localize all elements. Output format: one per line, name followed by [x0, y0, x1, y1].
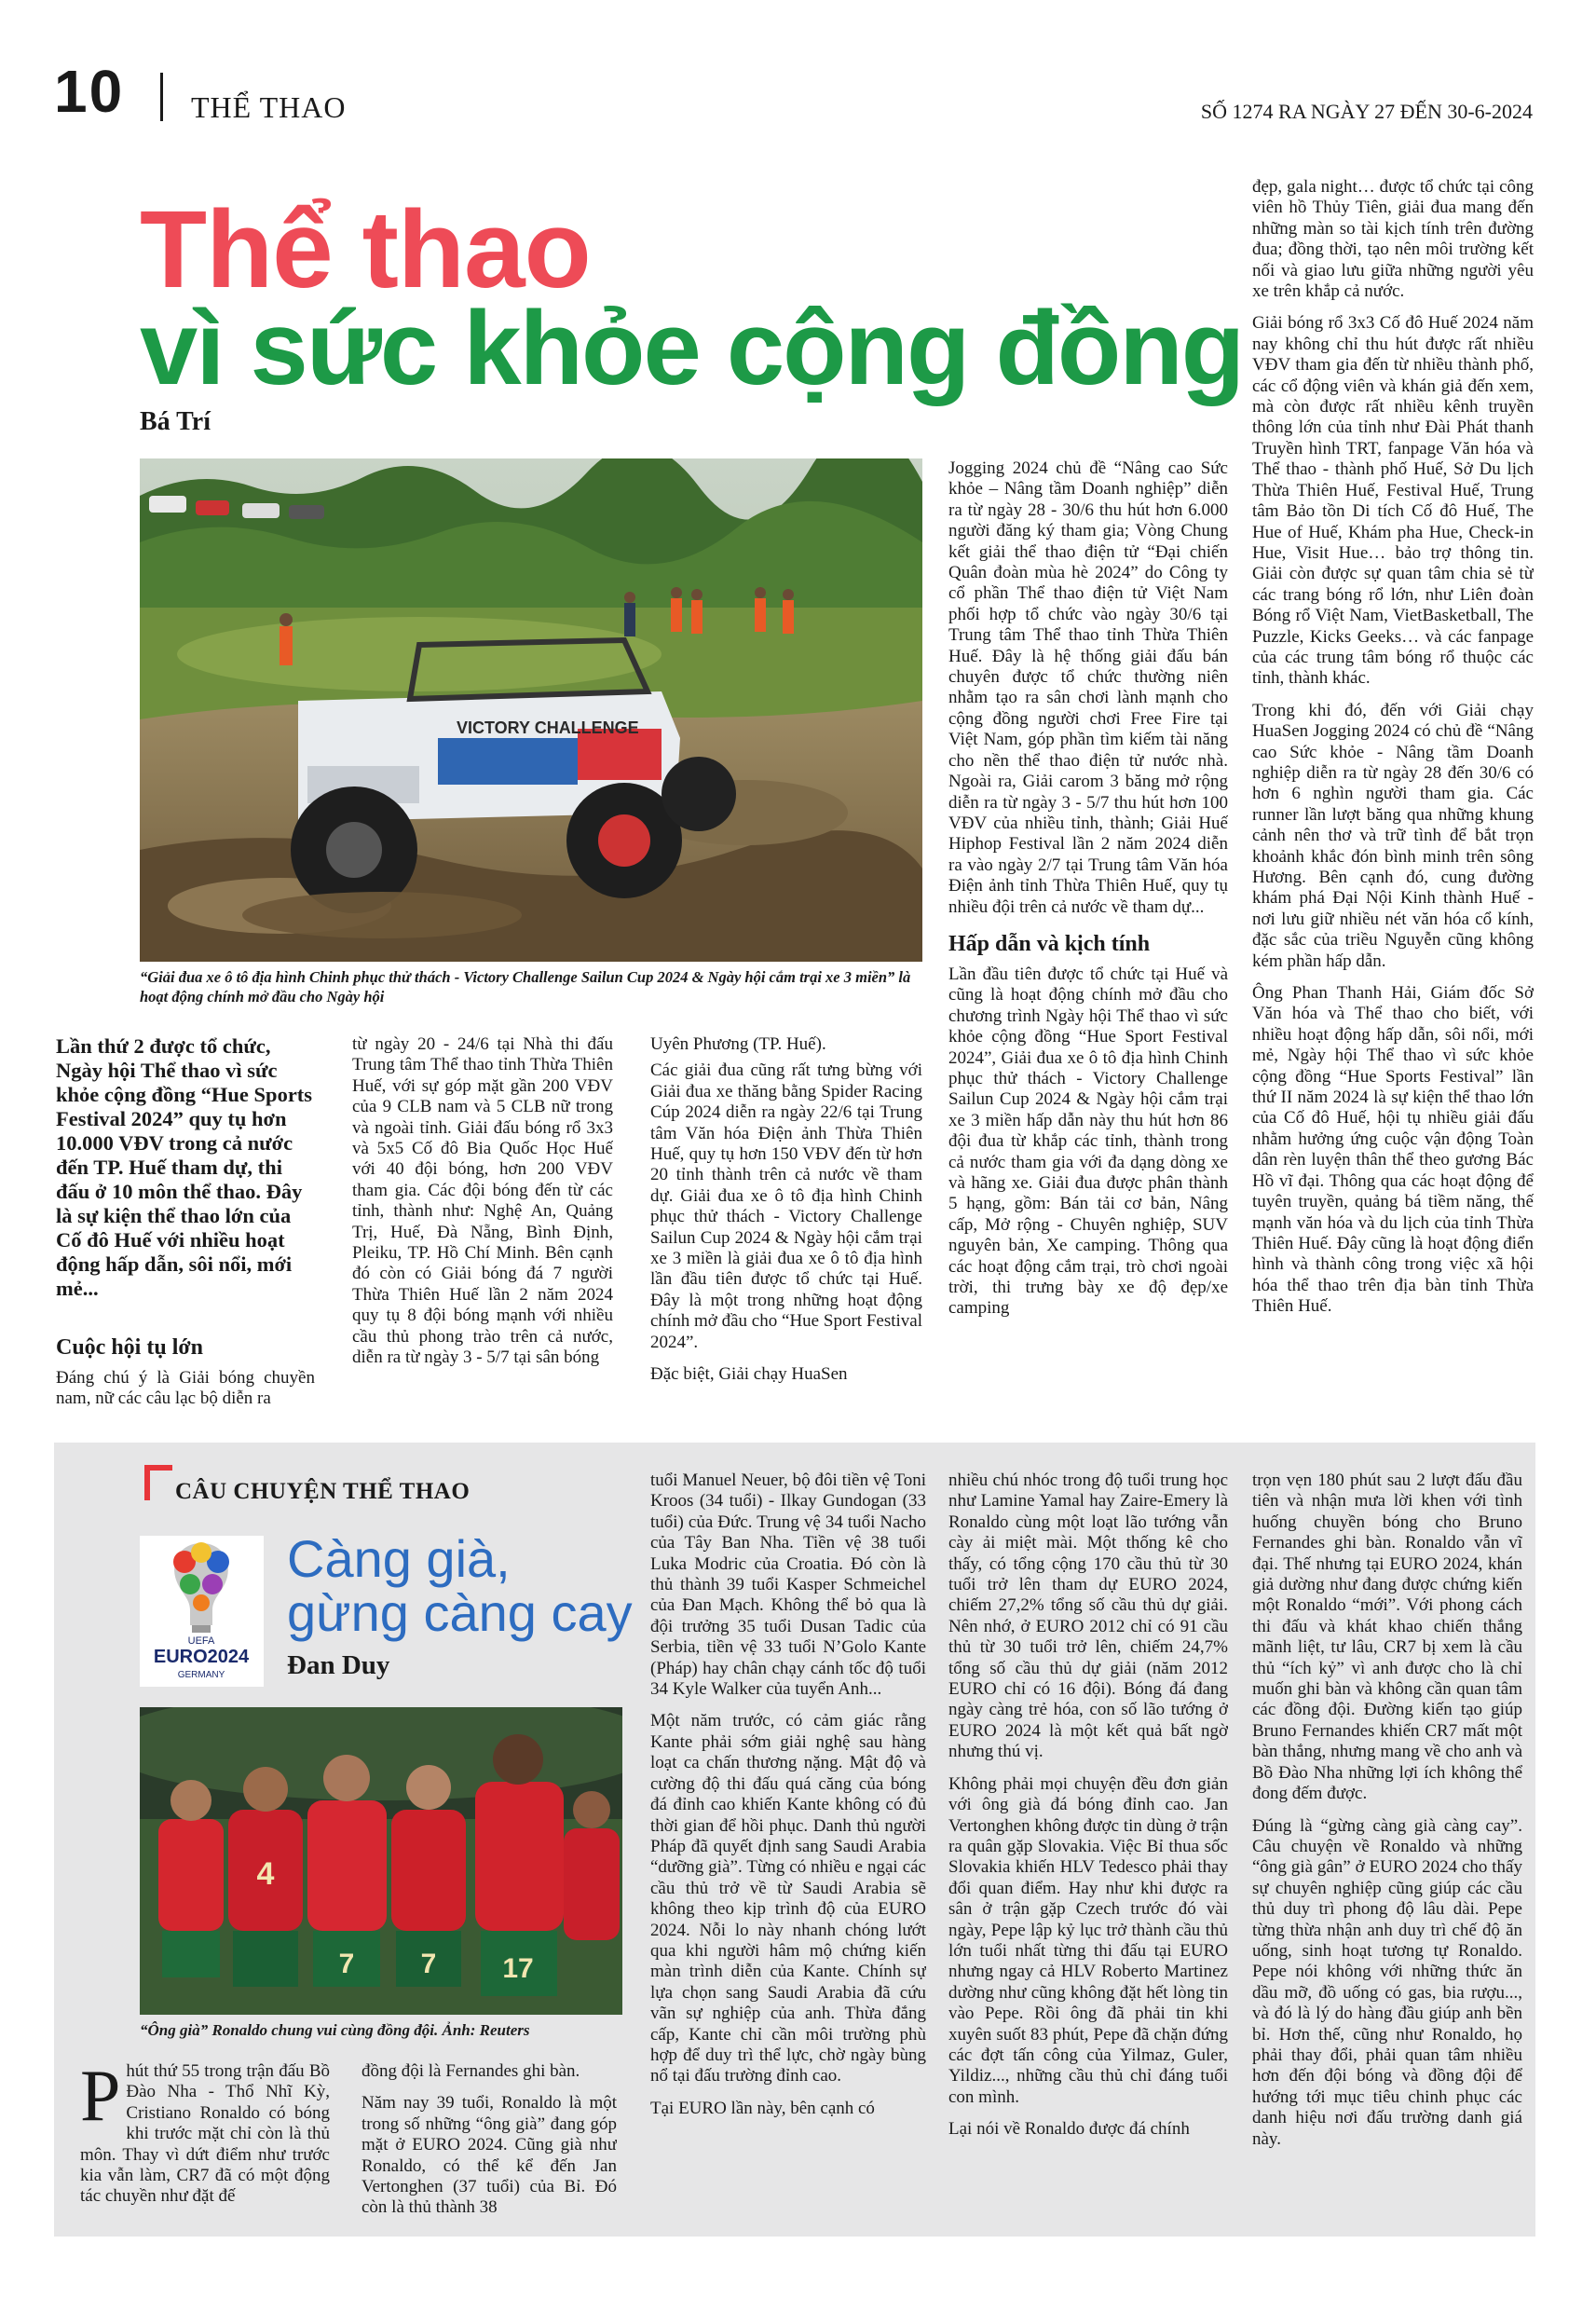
body-paragraph: Đúng là “gừng càng già càng cay”. Câu chuyện về Ronaldo và những “ông già gân” ở EURO 2024 cho thấy sự chuyên nghiệp cũng giúp các cầu thủ duy trì phong độ lâu dài. Pepe từng thừa nhận anh duy trì chế độ ăn uống, sinh hoạt tương tự Ronaldo. Pepe nói không với những thức ăn dầu mỡ, đồ uống có gas, bia rượu..., và đó là lý do hàng đầu giúp anh bền bỉ. Hơn thế, cũng như Ronaldo, họ phải thay đổi, phải quan tâm nhiều hơn đến đội bóng và đồng đội để hướng tới mục tiêu chinh phục các danh hiệu nơi đấu trường danh giá này. [1252, 1815, 1522, 2149]
body-paragraph: hút thứ 55 trong trận đấu Bồ Đào Nha - Thổ Nhĩ Kỳ, Cristiano Ronaldo có bóng khi trước mặt chỉ còn là thủ môn. Thay vì dứt điểm như trước kia vẫn làm, CR7 đã có một động tác chuyền như đặt đế [80, 2061, 330, 2207]
logo-euro-text: EURO2024 [153, 1647, 250, 1667]
jersey-number: 7 [338, 1949, 355, 1979]
body-paragraph: từ ngày 20 - 24/6 tại Nhà thi đấu Trung tâm Thể thao tỉnh Thừa Thiên Huế, với sự góp mặt gần 200 VĐV của 9 CLB nam và 5 CLB nữ trong và ngoài tỉnh. Giải đấu bóng rổ 3x3 và 5x5 Cố đô Bia Quốc Học Huế với 40 đội bóng, hơn 200 VĐV tham gia. Các đội bóng đến từ các tỉnh, thành như: Nghệ An, Quảng Trị, Huế, Đà Nẵng, Bình Định, Pleiku, TP. Hồ Chí Minh. Bên cạnh đó còn có Giải bóng đá 7 người Thừa Thiên Huế lần 2 năm 2024 quy tụ 8 đội bóng mạnh với nhiều cầu thủ phong trào trên cả nước, diễn ra từ ngày 3 - 5/7 tại sân bóng [352, 1034, 613, 1368]
section-title: THỂ THAO [191, 90, 347, 124]
article2-column-4 [948, 1471, 1228, 2225]
body-paragraph: tuổi Manuel Neuer, bộ đôi tiền vệ Toni Kroos (34 tuổi) - Ilkay Gundogan (33 tuổi) của Đức. Trung vệ 34 tuổi Nacho của Tây Ban Nha. Tiền vệ 38 tuổi Luka Modric của Croatia. Đó còn là thủ thành 39 tuổi Kasper Schmeichel của Đan Mạch. Không thể bỏ qua là đội trưởng 35 tuổi Dusan Tadic của Serbia, tiền vệ 33 tuổi N’Golo Kante (Pháp) hay chân chạy cánh tốc độ tuổi 34 Kyle Walker của tuyển Anh... [650, 1471, 926, 1700]
body-paragraph: Ông Phan Thanh Hải, Giám đốc Sở Văn hóa và Thể thao cho biết, với nhiều hoạt động hấp dẫn, sôi nổi, mới mẻ, Ngày hội Thể thao vì sức khỏe cộng đồng “Hue Sports Festival” lần thứ II năm 2024 là sự kiện thể thao lớn của Cố đô Huế, hội tụ nhiều giải đấu nhằm hưởng ứng cuộc vận động Toàn dân rèn luyện thân thể theo gương Bác Hồ vĩ đại. Thông qua các hoạt động để tuyên truyền, quảng bá tiềm năng, thế mạnh văn hóa và du lịch của tỉnh Thừa Thiên Huế. Đây cũng là hoạt động điển hình và thành công trong việc xã hội hóa thể thao trên địa bàn tỉnh Thừa Thiên Huế. [1252, 983, 1534, 1317]
body-paragraph: Giải bóng rổ 3x3 Cố đô Huế 2024 năm nay không chỉ thu hút được rất nhiều VĐV tham gia đến từ nhiều thành phố, các cổ động viên và khán giả đến xem, mà còn được rất nhiều kênh truyền thông lớn của tỉnh như Đài Phát thanh Truyền hình TRT, fanpage Văn hóa và Thể thao - thành phố Huế, Sở Du lịch Thừa Thiên Huế, Festival Huế, Trung tâm Bảo tồn Di tích Cố đô Huế, The Hue of Huế, Khám pha Hue, Check-in Hue, Visit Hue… bảo trợ thông tin. Giải còn được sự quan tâm chia sẻ từ các trang bóng rổ lớn, như Liên đoàn Bóng rổ Việt Nam, VietBasketball, The Puzzle, Kicks Geeks… và các fanpage của các trung tâm bóng rổ thuộc các tỉnh, thành khác. [1252, 313, 1534, 689]
page-number: 10 [54, 58, 125, 125]
body-paragraph: Một năm trước, có cảm giác rằng Kante phải sớm giải nghệ sau hàng loạt ca chấn thương nặng. Mật độ và cường độ thi đấu quá căng của bóng đá đỉnh cao khiến Kante không có đủ thời gian để hồi phục. Danh thủ người Pháp đã quyết định sang Saudi Arabia “dưỡng già”. Từng có nhiều e ngại các cầu thủ trở về từ Saudi Arabia sẽ không theo kịp trình độ của EURO 2024. Nỗi lo này nhanh chóng lướt qua khi người hâm mộ chứng kiến màn trình diễn của Kante. Chính sự lựa chọn sang Saudi Arabia đã cứu vãn sự nghiệp của anh. Thừa đắng cấp, Kante chỉ cần môi trường phù hợp để duy trì thể lực, chờ ngày bùng nổ tại đấu trường đỉnh cao. [650, 1711, 926, 2086]
header-divider [160, 73, 163, 121]
offroad-race-photo [140, 458, 922, 962]
photo-caption: “Giải đua xe ô tô địa hình Chinh phục thử thách - Victory Challenge Sailun Cup 2024 & Ngày hội cắm trại xe 3 miền” là hoạt động chính mở đầu cho Ngày hội [140, 968, 911, 1006]
portugal-team-photo [140, 1707, 622, 2015]
body-paragraph: Đặc biệt, Giải chạy HuaSen [650, 1364, 848, 1385]
jersey-number: 7 [420, 1949, 437, 1979]
euro2024-logo [140, 1536, 264, 1687]
story-section-label: CÂU CHUYỆN THỂ THAO [175, 1479, 471, 1504]
lead-paragraph: Lần thứ 2 được tổ chức, Ngày hội Thể thao vì sức khỏe cộng đồng “Hue Sports Festival 2024” quy tụ hơn 10.000 VĐV trong cả nước đến TP. Huế tham dự, thi đấu ở 10 môn thể thao. Đây là sự kiện thể thao lớn của Cố đô Huế với nhiều hoạt động hấp dẫn, sôi nổi, mới mẻ... [56, 1034, 313, 1300]
story-headline-line1: Càng già, [287, 1529, 511, 1588]
article1-column-5 [1252, 177, 1534, 1420]
author-byline: Bá Trí [140, 407, 211, 436]
article2-column-1 [80, 2061, 330, 2225]
body-paragraph: Năm nay 39 tuổi, Ronaldo là một trong số những “ông già” đang góp mặt ở EURO 2024. Cũng già như Ronaldo, có thể kể đến Jan Vertonghen (37 tuổi) của Bỉ. Đó còn là thủ thành 38 [361, 2093, 617, 2218]
article2-column-2 [361, 2061, 617, 2225]
body-paragraph: Các giải đua cũng rất tưng bừng với Giải đua xe thăng bằng Spider Racing Cúp 2024 diễn ra ngày 22/6 tại Trung tâm Văn hóa Điện ảnh Thừa Thiên Huế, quy tụ hơn 150 VĐV đến từ hơn 20 tỉnh thành trên cả nước về tham dự. Giải đua xe ô tô địa hình Chinh phục thử thách - Victory Challenge Sailun Cup 2024 & Ngày hội cắm trại xe 3 miền là giải đua xe ô tô địa hình lần đầu tiên được tổ chức tại Huế. Đây là một trong những hoạt động chính mở đầu cho “Hue Sport Festival 2024”. [650, 1060, 922, 1352]
article1-column-1 [56, 1334, 315, 1420]
headline-line2: vì sức khỏe cộng đồng [140, 290, 1244, 406]
body-paragraph: Trong khi đó, đến với Giải chạy HuaSen Jogging 2024 có chủ đề “Nâng cao Sức khỏe - Nâng tầm Doanh nghiệp diễn ra từ ngày 28 đến 30/6 có hơn 6 nghìn người tham gia. Các runner lần lượt băng qua những khung cảnh nên thơ và trữ tình để bắt trọn khoảnh khắc đón bình minh trên sông Hương. Bên cạnh đó, cung đường khám phá Đại Nội Kinh thành Huế - nơi lưu giữ nhiều nét văn hóa cổ kính, đặc sắc của triều Nguyễn cũng không kém phần hấp dẫn. [1252, 700, 1534, 971]
story-author: Đan Duy [287, 1650, 390, 1680]
subheading-cuoc-hoi-tu-lon: Cuộc hội tụ lớn [56, 1335, 203, 1360]
vehicle-sponsor-text: VICTORY CHALLENGE [457, 718, 639, 737]
article2-column-5 [1252, 1471, 1522, 2225]
article2-column-3 [650, 1471, 926, 2225]
logo-country-text: GERMANY [177, 1670, 225, 1680]
body-paragraph: Tại EURO lần này, bên cạnh có [650, 2098, 875, 2118]
article1-column-4 [948, 458, 1228, 1420]
article1-column-3 [650, 1034, 922, 1420]
body-paragraph: Lại nói về Ronaldo được đá chính [948, 2119, 1190, 2140]
headline-line1: Thể thao [140, 188, 591, 311]
story-headline [287, 1529, 633, 1642]
body-paragraph: Đáng chú ý là Giải bóng chuyền nam, nữ các câu lạc bộ diễn ra [56, 1368, 315, 1409]
drop-cap: P [80, 2061, 121, 2136]
subheading-hap-dan-va-kich-tinh: Hấp dẫn và kịch tính [948, 931, 1151, 956]
logo-uefa-text: UEFA [187, 1635, 215, 1647]
story-headline-line2: gừng càng cay [287, 1583, 633, 1642]
section-bracket-icon-vertical [144, 1465, 150, 1500]
article1-column-2 [352, 1034, 613, 1420]
jersey-number: 4 [256, 1856, 275, 1892]
body-paragraph: Lần đầu tiên được tổ chức tại Huế và cũng là hoạt động chính mở đầu cho chương trình Ngày hội Thể thao vì sức khỏe cộng đồng “Hue Sport Festival 2024”, Giải đua xe ô tô địa hình Chinh phục thử thách - Victory Challenge Sailun Cup 2024 & Ngày hội cắm trại xe 3 miền hấp dẫn này thu hút hơn 86 đội đua từ khắp các tỉnh, thành trong cả nước tham gia với đa dạng dòng xe và hãng xe. Giải đua được phân thành 5 hạng, gồm: Bán tải cơ bản, Nâng cấp, Mở rộng - Chuyên nghiệp, SUV nguyên bản, Xe camping. Thông qua các hoạt động cắm trại, trò chơi ngoài trời, thi trưng bày xe độ đẹp/xe camping [948, 964, 1228, 1319]
body-paragraph: đồng đội là Fernandes ghi bàn. [361, 2061, 580, 2081]
jersey-number: 17 [502, 1953, 534, 1984]
body-paragraph: đẹp, gala night… được tổ chức tại công viên hồ Thủy Tiên, giải đua mang đến những màn so tài kịch tính trên đường đua; đồng thời, tạo nên môi trường kết nối và giao lưu giữa những người yêu xe trên khắp cả nước. [1252, 177, 1534, 302]
body-paragraph: nhiều chú nhóc trong độ tuổi trung học như Lamine Yamal hay Zaire-Emery là Ronaldo cùng một loạt lão tướng vẫn cày ải miệt mài. Một thống kê cho thấy, có tổng cộng 170 cầu thủ từ 30 tuổi trở lên tham dự EURO 2024, chiếm 27,2% tổng số cầu thủ dự giải. Nên nhớ, ở EURO 2012 chỉ có 91 cầu thủ từ 30 tuổi trở lên, chiếm 24,7% tổng số cầu thủ dự giải (năm 2012 EURO chỉ có 16 đội). Bóng đá đang ngày càng trẻ hóa, con số lão tướng ở EURO 2024 là một kết quả bất ngờ nhưng thú vị. [948, 1471, 1228, 1762]
body-paragraph: Jogging 2024 chủ đề “Nâng cao Sức khỏe – Nâng tầm Doanh nghiệp” diễn ra từ ngày 28 - 30/6 thu hút hơn 6.000 người đăng ký tham gia; Vòng Chung kết giải thể thao điện tử “Đại chiến Quân đoàn mùa hè 2024” do Công ty cổ phần Thể thao điện tử Việt Nam phối hợp tổ chức vào ngày 30/6 tại Trung tâm Thể thao tỉnh Thừa Thiên Huế. Đây là hệ thống giải đấu bán chuyên được tổ chức thường niên nhằm tạo ra sân chơi lành mạnh cho cộng đồng người chơi Free Fire tại Việt Nam, góp phần tìm kiếm tài năng cho nền thể thao điện tử nước nhà. Ngoài ra, Giải carom 3 băng mở rộng diễn ra từ ngày 3 - 5/7 thu hút hơn 100 VĐV của nhiều tỉnh, thành; Giải Huế Hiphop Festival lần 2 năm 2024 diễn ra vào ngày 2/7 tại Trung tâm Văn hóa Điện ảnh tỉnh Thừa Thiên Huế, quy tụ nhiều đội trên cả nước về tham dự... [948, 458, 1228, 917]
body-paragraph: Không phải mọi chuyện đều đơn giản với ông già đá bóng đỉnh cao. Jan Vertonghen không được tin dùng ở trận ra quân gặp Slovakia. Việc Bỉ thua sốc Slovakia khiến HLV Tedesco phải thay đổi quan điểm. Hay như khi được ra sân ở trận gặp Czech trước đó vài ngày, Pepe lập kỷ lục trở thành cầu thủ lớn tuổi nhất từng thi đấu tại EURO nhưng ngay cả HLV Roberto Martinez dường như cũng không đặt hết lòng tin vào Pepe. Rồi ông đã phải tin khi xuyên suốt 83 phút, Pepe đã chặn đứng các đợt tấn công của Yilmaz, Guler, Yildiz..., những cầu thủ chỉ đáng tuổi con mình. [948, 1773, 1228, 2107]
body-paragraph: Uyên Phương (TP. Huế). [650, 1034, 826, 1054]
team-photo-caption: “Ông già” Ronaldo chung vui cùng đồng đội. Ảnh: Reuters [140, 2021, 530, 2039]
issue-info: SỐ 1274 RA NGÀY 27 ĐẾN 30-6-2024 [1200, 100, 1533, 123]
body-paragraph: trọn vẹn 180 phút sau 2 lượt đấu đầu tiên và nhận mưa lời khen với tình huống chuyền bóng cho Bruno Fernandes ghi bàn. Ronaldo vẫn vĩ đại. Thế nhưng tại EURO 2024, khán giả dường như đang được chứng kiến một Ronaldo “mới”. Với phong cách thi đấu và khát khao chiến thắng mãnh liệt, tư lâu, CR7 bị xem là cầu thủ “ích kỷ” vì anh được cho là chỉ muốn ghi bàn và không cần quan tâm các đồng đội. Đường kiến tạo giúp Bruno Fernandes khiến CR7 mất một bàn thắng, nhưng mang về cho anh và Bồ Đào Nha những lợi ích không thể đong đếm được. [1252, 1471, 1522, 1804]
